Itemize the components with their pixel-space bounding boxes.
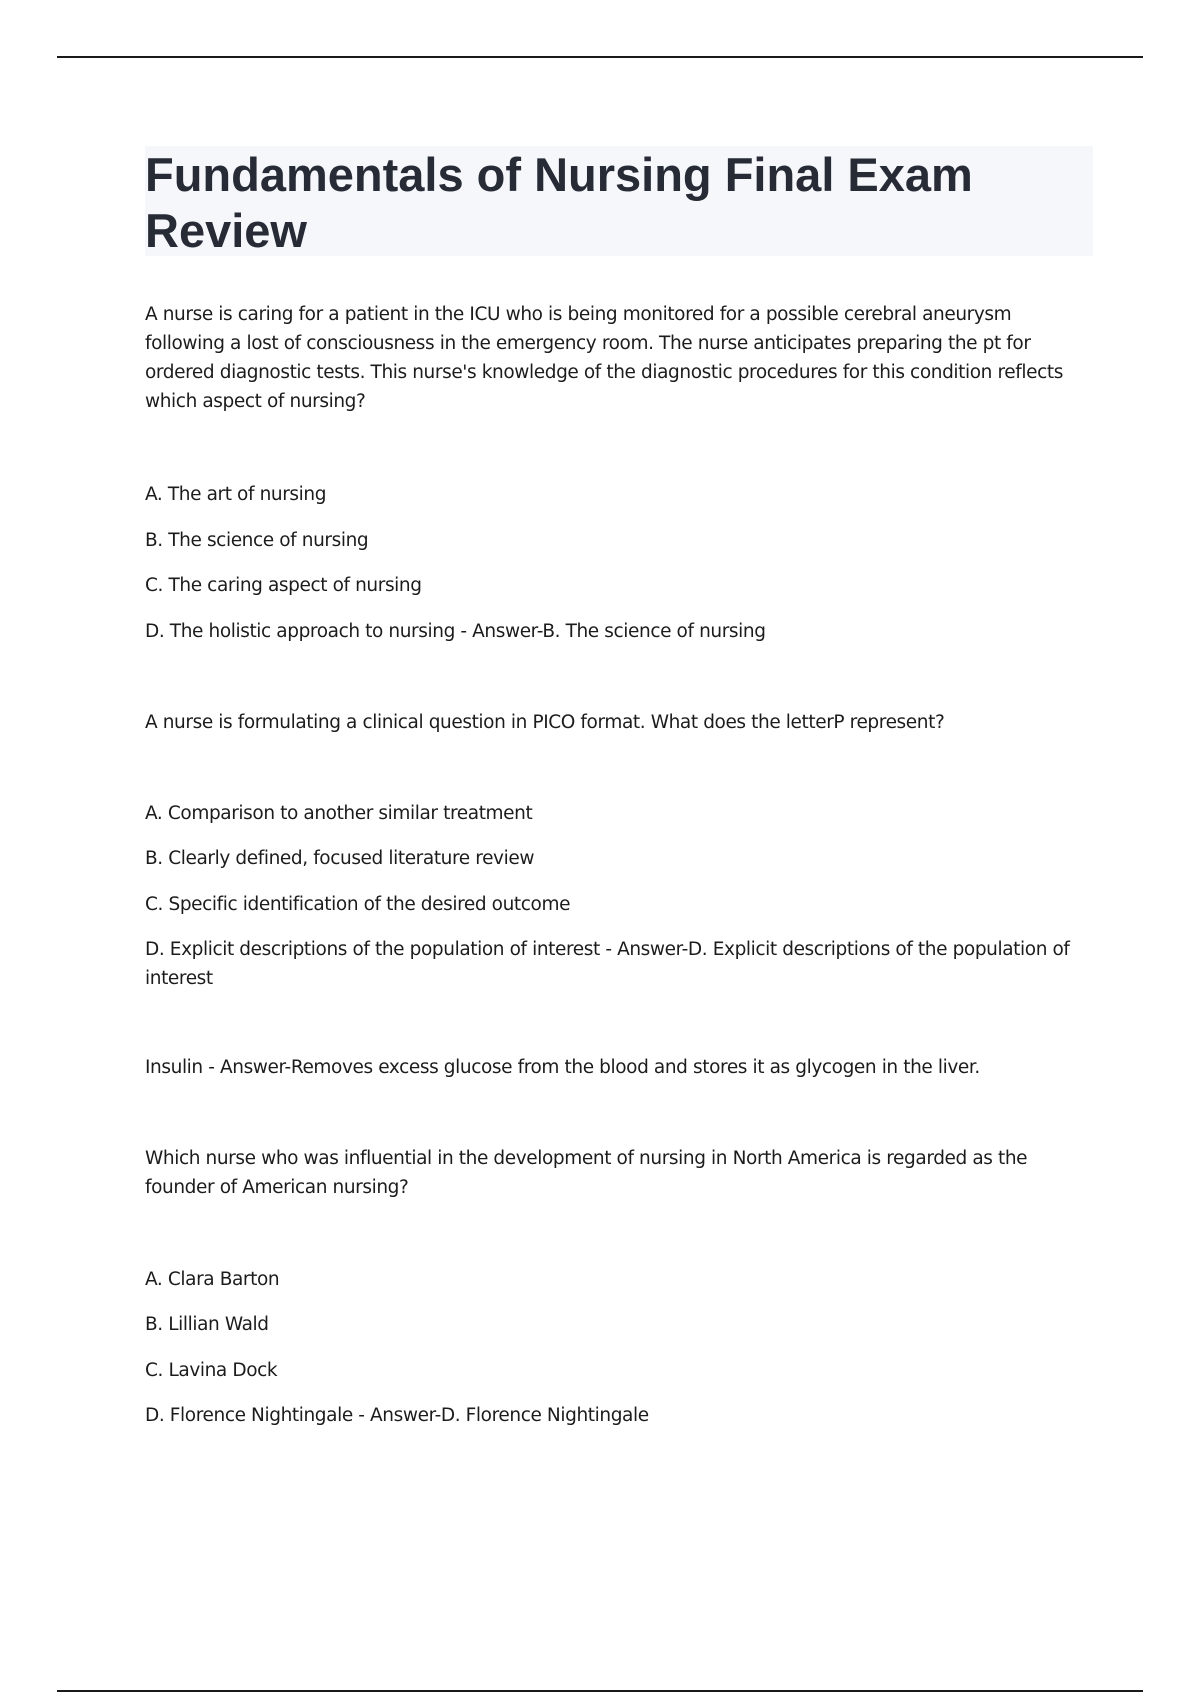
question-1-option-b: B. The science of nursing [145,530,369,551]
question-1-text: A nurse is caring for a patient in the ICU who is being monitored for a possible cerebral aneurysm following a lost of consciousness in the emergency room. The nurse anticipates preparing the pt for ordered diagnostic tests. This nurse's knowledge of the diagnostic procedures for this condition reflects which aspect of nursing? [145,304,1063,412]
question-1-option-c: C. The caring aspect of nursing [145,575,422,596]
question-2-option-c: C. Specific identification of the desired outcome [145,894,571,915]
question-4-option-a: A. Clara Barton [145,1269,280,1290]
question-1-option-a: A. The art of nursing [145,484,327,505]
top-rule [57,56,1143,58]
question-2-option-d: D. Explicit descriptions of the population of interest - Answer-D. Explicit descriptions of the population of interest [145,939,1070,989]
page-title: Fundamentals of Nursing Final Exam Review [145,148,973,257]
question-2-option-b: B. Clearly defined, focused literature review [145,848,535,869]
question-3-text: Insulin - Answer-Removes excess glucose from the blood and stores it as glycogen in the liver. [145,1057,980,1078]
question-4-text: Which nurse who was influential in the development of nursing in North America is regarded as the founder of American nursing? [145,1148,1028,1198]
question-2-option-a: A. Comparison to another similar treatment [145,803,533,824]
question-1-option-d: D. The holistic approach to nursing - Answer-B. The science of nursing [145,621,766,642]
bottom-rule [57,1690,1143,1692]
question-2-text: A nurse is formulating a clinical question in PICO format. What does the letterP represent? [145,712,945,733]
question-4-option-c: C. Lavina Dock [145,1360,278,1381]
question-4-option-d: D. Florence Nightingale - Answer-D. Florence Nightingale [145,1405,649,1426]
question-4-option-b: B. Lillian Wald [145,1314,269,1335]
title-block [145,146,1093,256]
